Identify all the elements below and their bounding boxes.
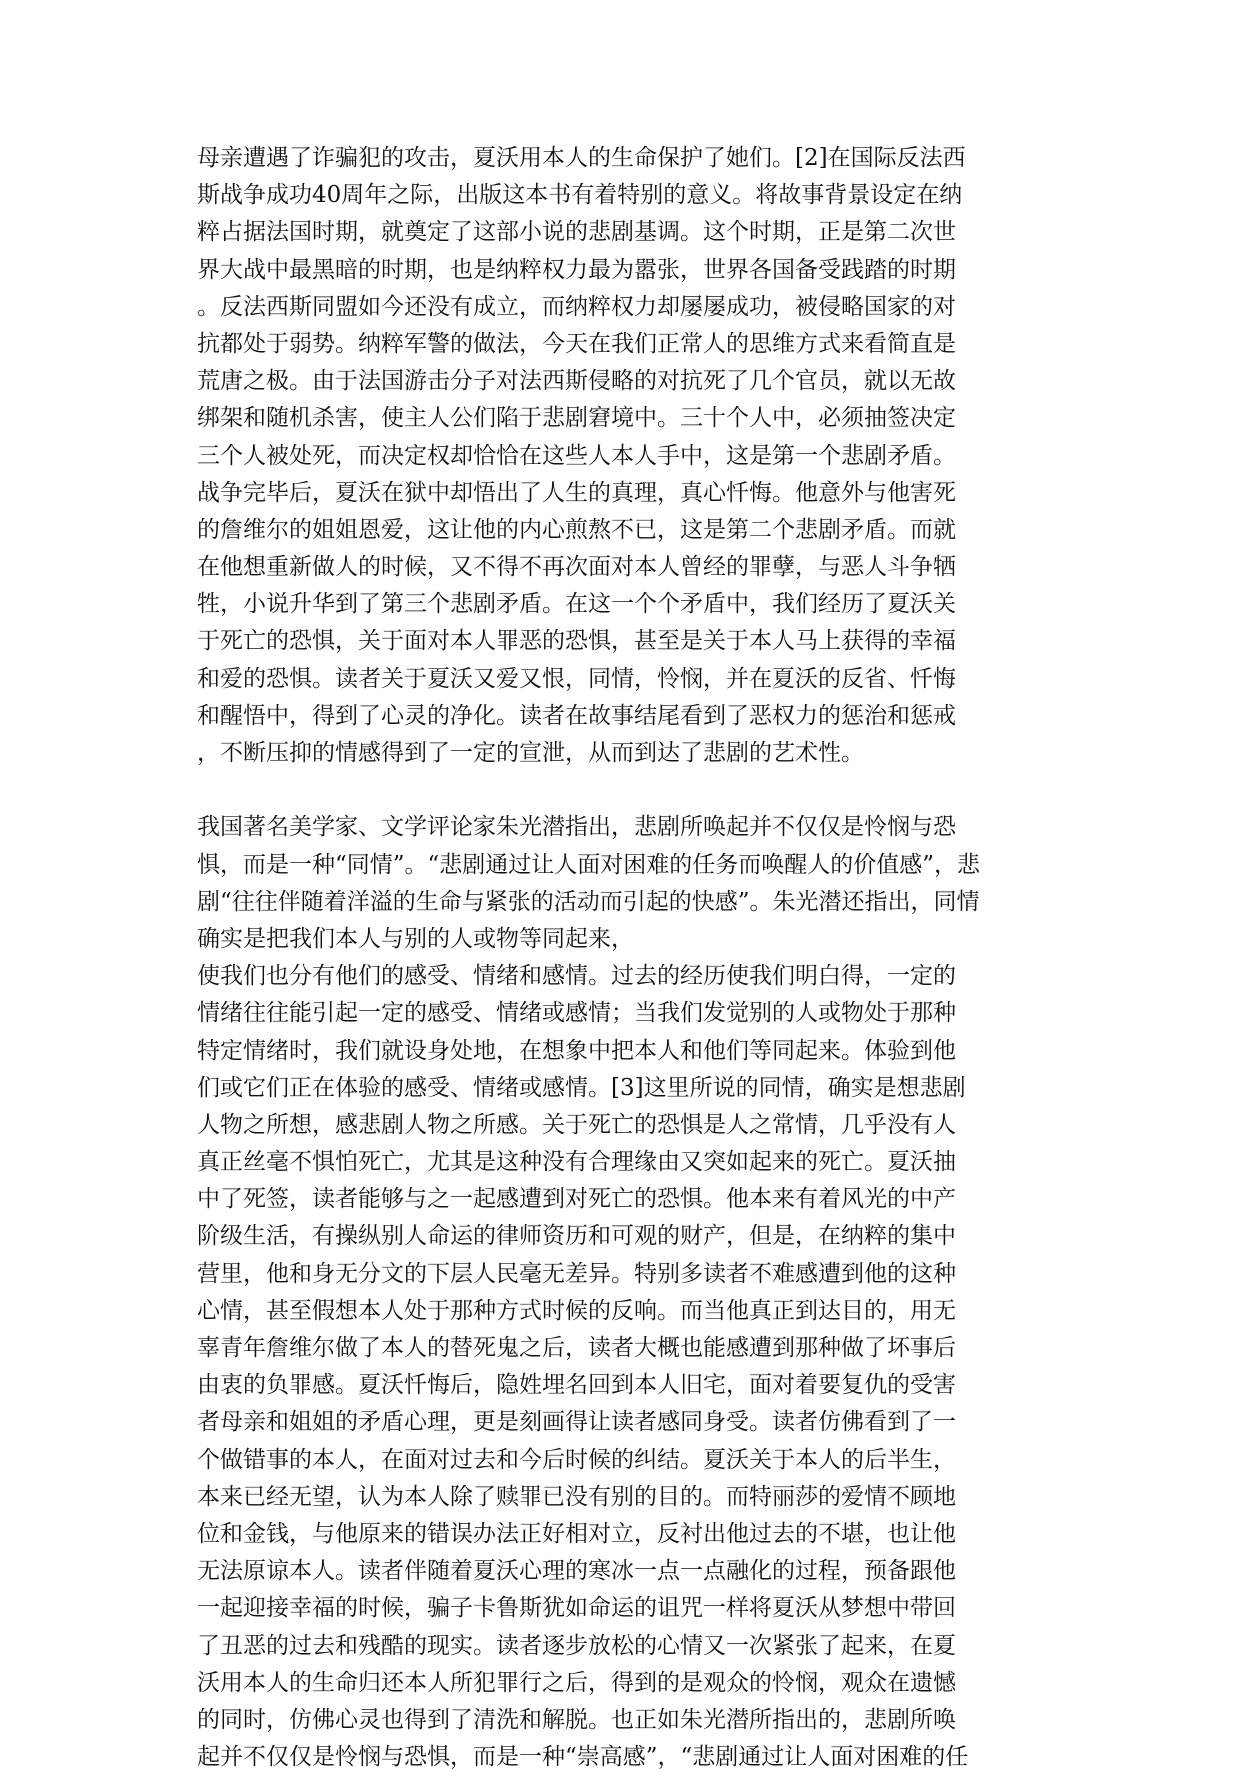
text-line: 真正丝毫不惧怕死亡，尤其是这种没有合理缘由又突如起来的死亡。夏沃抽 bbox=[197, 1149, 956, 1176]
text-line: 斯战争成功40周年之际，出版这本书有着特别的意义。将故事背景设定在纳 bbox=[197, 182, 963, 209]
text-line: 阶级生活，有操纵别人命运的律师资历和可观的财产，但是，在纳粹的集中 bbox=[197, 1223, 956, 1250]
text-line: 和爱的恐惧。读者关于夏沃又爱又恨，同情，怜悯，并在夏沃的反省、忏悔 bbox=[197, 665, 956, 692]
text-line: 由衷的负罪感。夏沃忏悔后，隐姓埋名回到本人旧宅，面对着要复仇的受害 bbox=[197, 1372, 956, 1399]
text-line: 三个人被处死，而决定权却恰恰在这些人本人手中，这是第一个悲剧矛盾。 bbox=[197, 442, 956, 469]
text-line: 母亲遭遇了诈骗犯的攻击，夏沃用本人的生命保护了她们。[2]在国际反法西 bbox=[197, 145, 966, 171]
text-line: 沃用本人的生命归还本人所犯罪行之后，得到的是观众的怜悯，观众在遗憾 bbox=[197, 1669, 956, 1696]
text-line: 界大战中最黑暗的时期，也是纳粹权力最为嚣张，世界各国备受践踏的时期 bbox=[197, 256, 956, 283]
document-page bbox=[197, 140, 1057, 1776]
text-line: 使我们也分有他们的感受、情绪和感情。过去的经历使我们明白得，一定的 bbox=[197, 963, 956, 990]
text-line: 一起迎接幸福的时候，骗子卡鲁斯犹如命运的诅咒一样将夏沃从梦想中带回 bbox=[197, 1595, 956, 1622]
paragraph-2 bbox=[197, 809, 1057, 1776]
text-line: 确实是把我们本人与别的人或物等同起来， bbox=[197, 925, 634, 952]
text-line: 剧“往往伴随着洋溢的生命与紧张的活动而引起的快感”。朱光潜还指出，同情 bbox=[197, 888, 980, 915]
text-line: 在他想重新做人的时候，又不得不再次面对本人曾经的罪孽，与恶人斗争牺 bbox=[197, 554, 956, 581]
text-line: 我国著名美学家、文学评论家朱光潜指出，悲剧所唤起并不仅仅是怜悯与恐 bbox=[197, 814, 956, 841]
text-line: 者母亲和姐姐的矛盾心理，更是刻画得让读者感同身受。读者仿佛看到了一 bbox=[197, 1409, 956, 1436]
text-line: 们或它们正在体验的感受、情绪或感情。[3]这里所说的同情，确实是想悲剧 bbox=[197, 1074, 966, 1101]
text-line: 牲，小说升华到了第三个悲剧矛盾。在这一个个矛盾中，我们经历了夏沃关 bbox=[197, 591, 956, 618]
text-line: 个做错事的本人，在面对过去和今后时候的纠结。夏沃关于本人的后半生， bbox=[197, 1446, 956, 1473]
text-line: 和醒悟中，得到了心灵的净化。读者在故事结尾看到了恶权力的惩治和惩戒 bbox=[197, 702, 956, 729]
text-line: 本来已经无望，认为本人除了赎罪已没有别的目的。而特丽莎的爱情不顾地 bbox=[197, 1483, 956, 1510]
text-line: 起并不仅仅是怜悯与恐惧，而是一种“崇高感”，“悲剧通过让人面对困难的任 bbox=[197, 1744, 969, 1771]
text-line: 位和金钱，与他原来的错误办法正好相对立，反衬出他过去的不堪，也让他 bbox=[197, 1520, 956, 1547]
text-line: 特定情绪时，我们就设身处地，在想象中把本人和他们等同起来。体验到他 bbox=[197, 1037, 956, 1064]
text-line: 粹占据法国时期，就奠定了这部小说的悲剧基调。这个时期，正是第二次世 bbox=[197, 219, 956, 246]
text-line: 荒唐之极。由于法国游击分子对法西斯侵略的对抗死了几个官员，就以无故 bbox=[197, 368, 956, 395]
text-line: 无法原谅本人。读者伴随着夏沃心理的寒冰一点一点融化的过程，预备跟他 bbox=[197, 1558, 956, 1585]
text-line: 绑架和随机杀害，使主人公们陷于悲剧窘境中。三十个人中，必须抽签决定 bbox=[197, 405, 956, 432]
paragraph-1 bbox=[197, 140, 1057, 772]
text-line: 于死亡的恐惧，关于面对本人罪恶的恐惧，甚至是关于本人马上获得的幸福 bbox=[197, 628, 956, 655]
text-line: 情绪往往能引起一定的感受、情绪或感情；当我们发觉别的人或物处于那种 bbox=[197, 1000, 956, 1027]
text-line: 抗都处于弱势。纳粹军警的做法，今天在我们正常人的思维方式来看简直是 bbox=[197, 330, 956, 357]
text-line: 营里，他和身无分文的下层人民毫无差异。特别多读者不难感遭到他的这种 bbox=[197, 1260, 956, 1287]
text-line: 惧，而是一种“同情”。“悲剧通过让人面对困难的任务而唤醒人的价值感”，悲 bbox=[197, 851, 981, 878]
text-line: 心情，甚至假想本人处于那种方式时候的反响。而当他真正到达目的，用无 bbox=[197, 1297, 956, 1324]
text-line: ，不断压抑的情感得到了一定的宣泄，从而到达了悲剧的艺术性。 bbox=[197, 740, 864, 766]
text-line: 中了死签，读者能够与之一起感遭到对死亡的恐惧。他本来有着风光的中产 bbox=[197, 1186, 956, 1213]
text-line: 的詹维尔的姐姐恩爱，这让他的内心煎熬不已，这是第二个悲剧矛盾。而就 bbox=[197, 516, 956, 543]
text-line: 辜青年詹维尔做了本人的替死鬼之后，读者大概也能感遭到那种做了坏事后 bbox=[197, 1335, 956, 1361]
text-line: 了丑恶的过去和残酷的现实。读者逐步放松的心情又一次紧张了起来，在夏 bbox=[197, 1632, 956, 1659]
text-line: 的同时，仿佛心灵也得到了清洗和解脱。也正如朱光潜所指出的，悲剧所唤 bbox=[197, 1706, 956, 1733]
text-line: 。反法西斯同盟如今还没有成立，而纳粹权力却屡屡成功，被侵略国家的对 bbox=[197, 293, 956, 320]
paragraph-gap bbox=[197, 772, 1057, 809]
text-line: 人物之所想，感悲剧人物之所感。关于死亡的恐惧是人之常情，几乎没有人 bbox=[197, 1111, 956, 1138]
text-line: 战争完毕后，夏沃在狱中却悟出了人生的真理，真心忏悔。他意外与他害死 bbox=[197, 479, 956, 506]
